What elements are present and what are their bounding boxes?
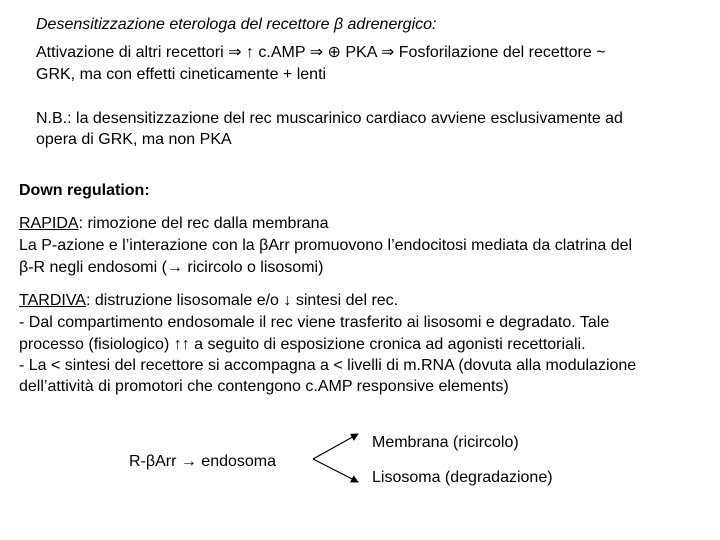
intro-title: Desensitizzazione eterologa del recettore β adrenergico:: [36, 16, 437, 33]
rapida-text: : rimozione del rec dalla membrana: [78, 215, 329, 232]
rapida-line-3: β-R negli endosomi (→ ricircolo o lisosomi): [19, 259, 324, 276]
nb-line-2: opera di GRK, ma non PKA: [36, 131, 232, 148]
tardiva-text: : distruzione lisosomale e/o ↓ sintesi del rec.: [85, 292, 399, 309]
diagram-target-bottom: Lisosoma (degradazione): [372, 469, 553, 486]
tardiva-line-4: - La < sintesi del recettore si accompagna a < livelli di m.RNA (dovuta alla modulazione: [19, 357, 637, 374]
intro-line-1: Attivazione di altri recettori ⇒ ↑ c.AMP ⇒ ⊕ PKA ⇒ Fosforilazione del recettore ~: [36, 44, 606, 61]
diagram-source: R-βArr → endosoma: [129, 453, 277, 470]
tardiva-line-5: dell’attività di promotori che contengono c.AMP responsive elements): [19, 378, 509, 395]
tardiva-label: TARDIVA: [19, 292, 86, 309]
intro-line-2: GRK, ma con effetti cineticamente + lenti: [36, 66, 327, 83]
down-regulation-heading: Down regulation:: [19, 182, 150, 199]
rapida-line-2: La P-azione e l’interazione con la βArr promuovono l’endocitosi mediata da clatrina del: [19, 237, 633, 254]
tardiva-line-3: processo (fisiologico) ↑↑ a seguito di esposizione cronica ad agonisti recettoriali.: [19, 336, 586, 353]
arrow-to-lisosoma: [313, 459, 358, 482]
rapida-label: RAPIDA: [19, 215, 79, 232]
arrow-to-membrana: [313, 434, 358, 459]
tardiva-line-2: - Dal compartimento endosomale il rec viene trasferito ai lisosomi e degradato. Tale: [19, 314, 610, 331]
nb-line-1: N.B.: la desensitizzazione del rec muscarinico cardiaco avviene esclusivamente ad: [36, 110, 623, 127]
diagram-target-top: Membrana (ricircolo): [372, 434, 519, 451]
